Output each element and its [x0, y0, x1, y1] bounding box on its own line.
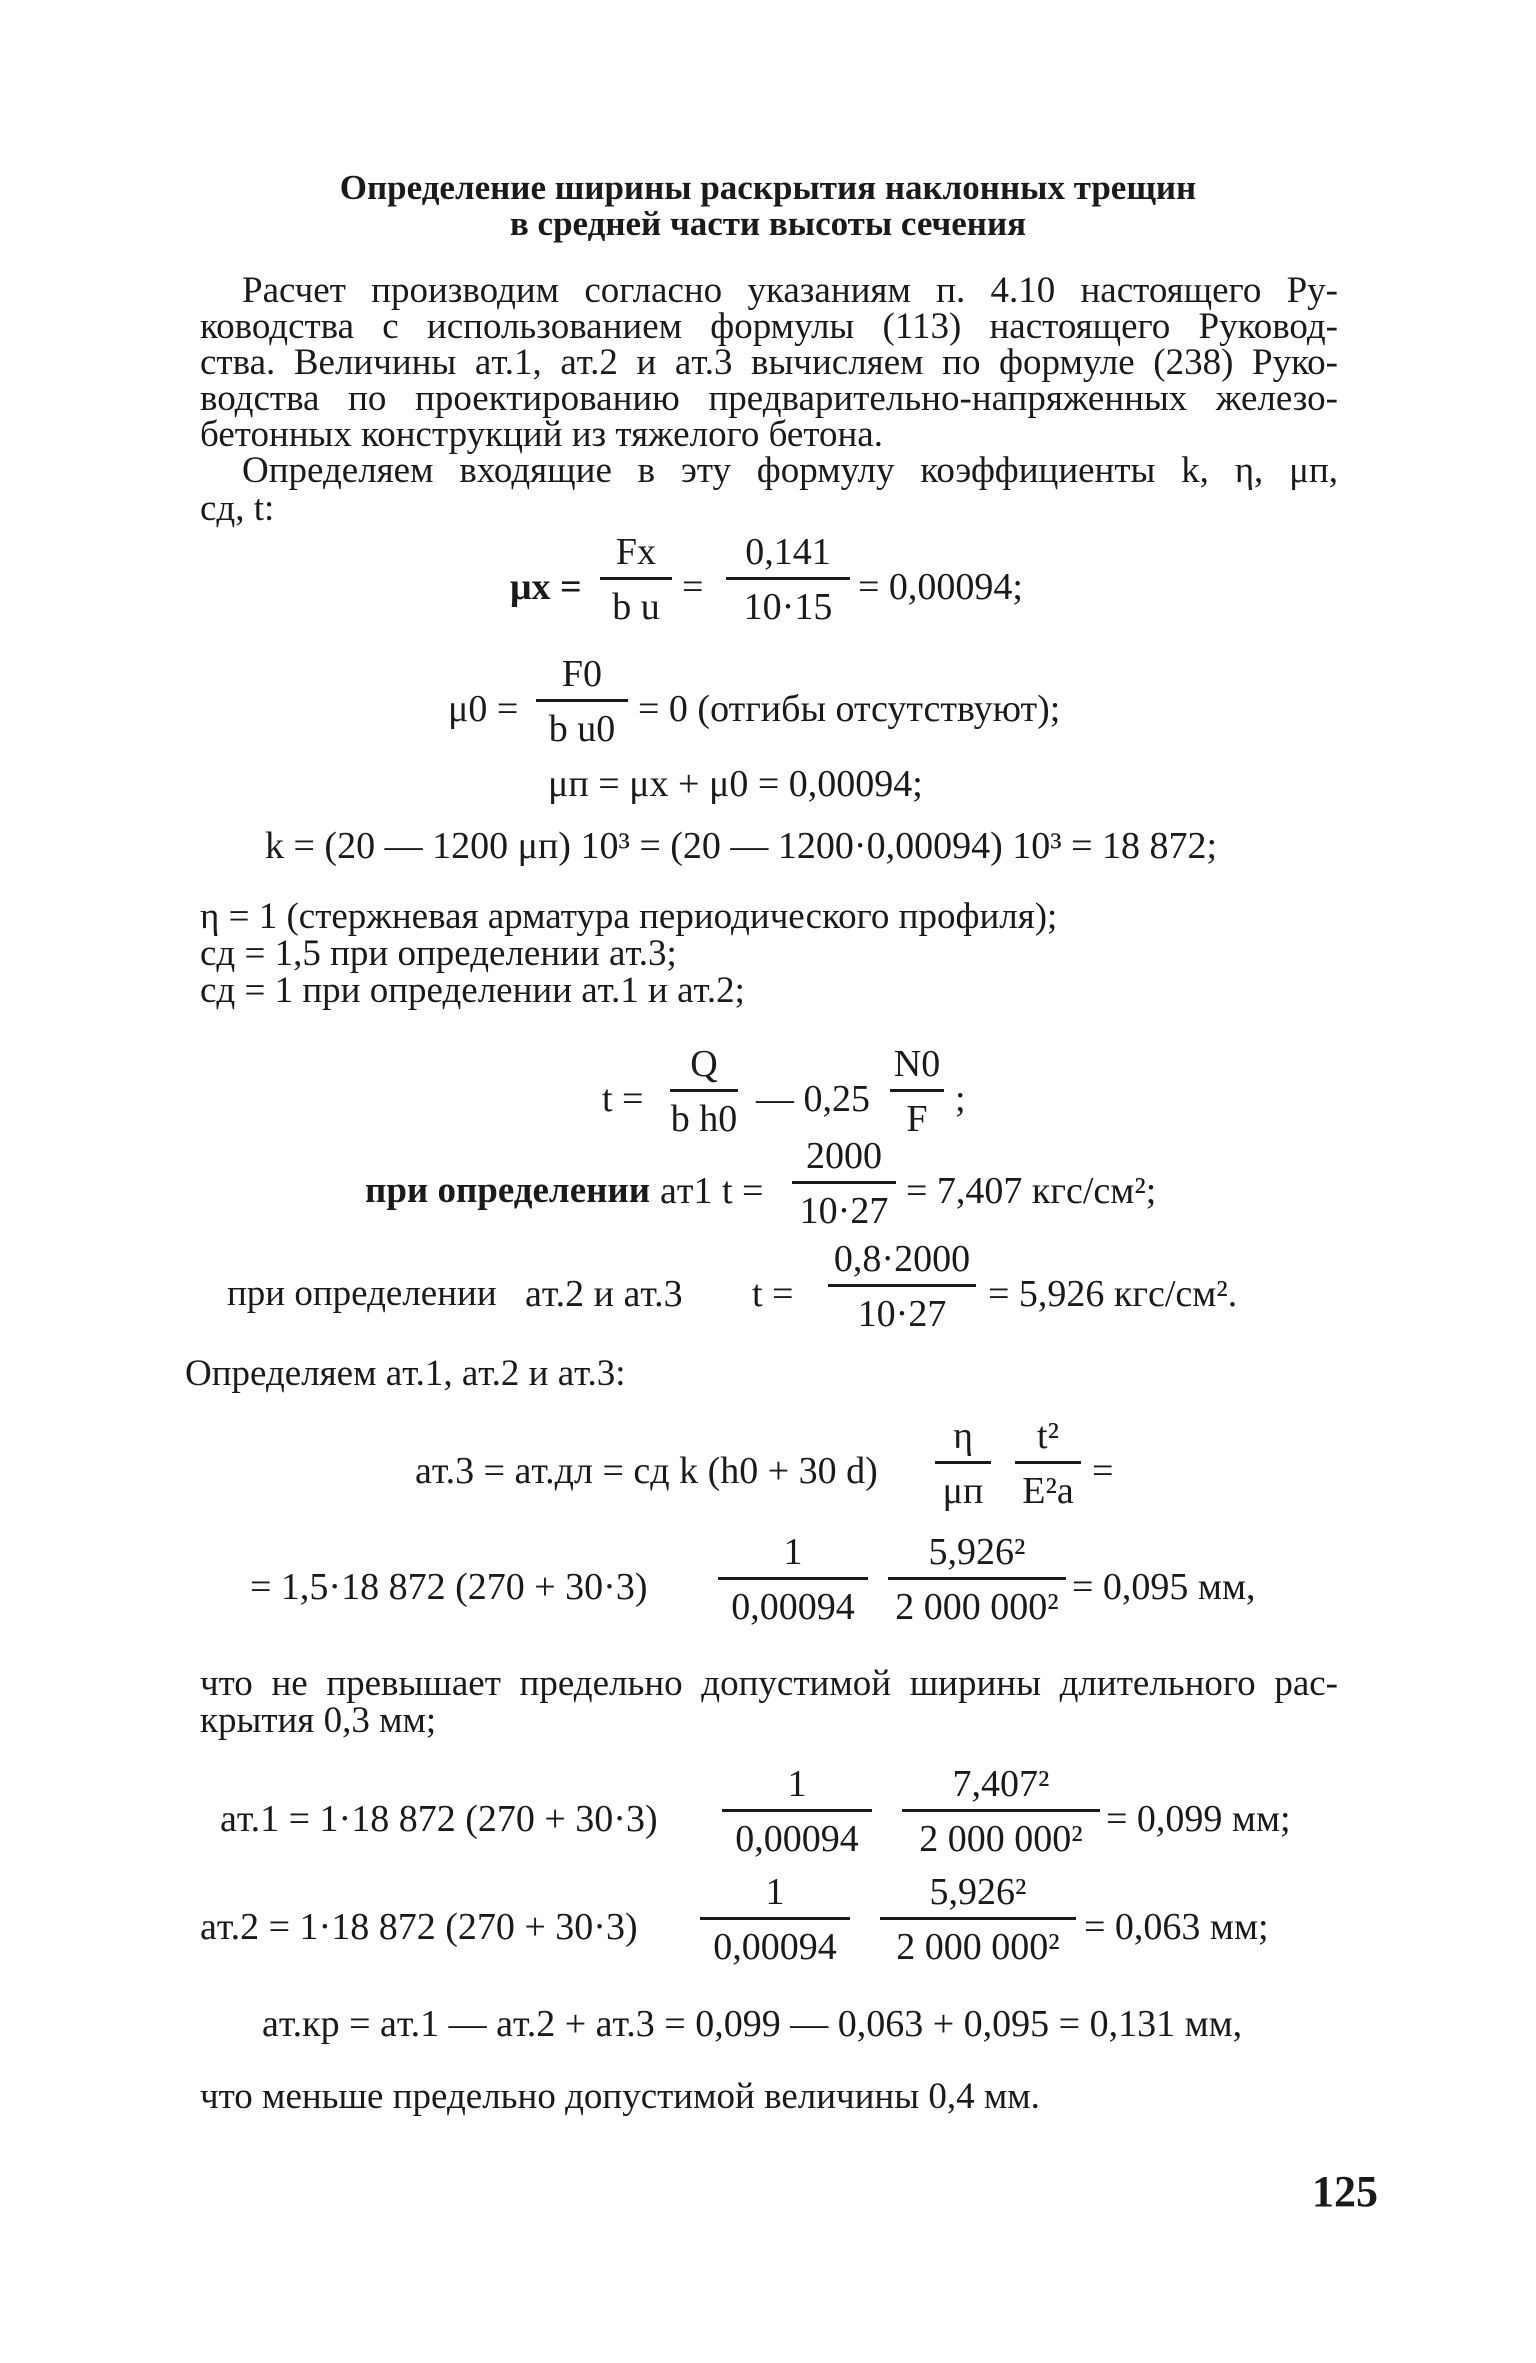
eq-a1-result: = 0,099 мм;	[1106, 1798, 1291, 1840]
denominator: 10·27	[828, 1284, 976, 1333]
numerator: Fx	[615, 531, 657, 573]
numerator: 7,407²	[952, 1763, 1050, 1805]
numerator: t²	[1037, 1415, 1059, 1457]
denominator: E²a	[1015, 1461, 1081, 1510]
eq-mux-fraction-2	[726, 533, 850, 626]
denominator: 2 000 000²	[880, 1917, 1076, 1966]
condition-line: cд = 1 при определении aт.1 и aт.2;	[200, 970, 745, 1011]
eq-a2-left: aт.2 = 1·18 872 (270 + 30·3)	[200, 1906, 638, 1948]
eq-a2-result: = 0,063 мм;	[1084, 1906, 1269, 1948]
eq-t-left: t =	[602, 1078, 644, 1120]
eq-a1-fraction-2	[902, 1765, 1100, 1858]
eq-a3-fraction-1	[935, 1417, 991, 1510]
denominator: 10·15	[726, 577, 850, 626]
eq-t2-label: при определении	[227, 1273, 497, 1314]
paragraph-line: Расчет производим согласно указаниям п. 4.10 настоящего Ру-	[242, 270, 1338, 311]
eq-a3b-fraction-1	[718, 1533, 868, 1626]
eq-mux-left: μx =	[510, 566, 582, 608]
section-heading-line-2: в средней части высоты сечения	[509, 204, 1027, 243]
paragraph-line: cд, t:	[200, 488, 275, 529]
denominator: F	[890, 1089, 944, 1138]
denominator: μп	[935, 1461, 991, 1510]
numerator: 2000	[806, 1135, 882, 1177]
paragraph-line: ства. Величины aт.1, aт.2 и aт.3 вычисляем по формуле (238) Руко-	[200, 342, 1338, 383]
numerator: N0	[893, 1043, 941, 1085]
eq-mux-fraction-1	[600, 533, 672, 626]
eq-mu0-result: = 0 (отгибы отсутствуют);	[638, 688, 1061, 730]
eq-a1-fraction-1	[722, 1765, 872, 1858]
numerator: η	[953, 1415, 973, 1457]
page-number: 125	[1312, 2167, 1378, 2216]
eq-t-fraction-1	[670, 1045, 738, 1138]
eq-t1-fraction	[792, 1137, 896, 1230]
numerator: 5,926²	[928, 1531, 1026, 1573]
eq-a3-fraction-2	[1015, 1417, 1081, 1510]
numerator: Q	[690, 1043, 718, 1085]
eq-t2-fraction	[828, 1240, 976, 1333]
define-line: Определяем aт.1, aт.2 и aт.3:	[185, 1353, 626, 1394]
numerator: 5,926²	[929, 1871, 1027, 1913]
numerator: 0,8·2000	[833, 1238, 971, 1280]
eq-t2-t: t =	[752, 1273, 794, 1315]
denominator: 0,00094	[700, 1917, 850, 1966]
eq-t2-result: = 5,926 кгс/см².	[988, 1273, 1238, 1315]
eq-t-end: ;	[955, 1078, 966, 1120]
numerator: 1	[783, 1531, 803, 1573]
eq-t2-var: aт.2 и aт.3	[525, 1273, 683, 1315]
eq-a1-left: aт.1 = 1·18 872 (270 + 30·3)	[220, 1798, 658, 1840]
eq-a3-left: aт.3 = aт.дл = cд k (h0 + 30 d)	[415, 1450, 878, 1492]
eq-a2-fraction-2	[880, 1873, 1076, 1966]
paragraph-line: бетонных конструкций из тяжелого бетона.	[200, 414, 883, 455]
numerator: 1	[765, 1871, 785, 1913]
denominator: 2 000 000²	[888, 1577, 1066, 1626]
denominator: b h0	[670, 1089, 738, 1138]
denominator: 2 000 000²	[902, 1809, 1100, 1858]
eq-mux-result: = 0,00094;	[858, 566, 1023, 608]
paragraph-line: Определяем входящие в эту формулу коэффициенты k, η, μп,	[242, 450, 1338, 491]
denominator: 10·27	[792, 1181, 896, 1230]
eq-a3b-result: = 0,095 мм,	[1072, 1566, 1256, 1608]
section-heading-line-1: Определение ширины раскрытия наклонных трещин	[339, 168, 1197, 207]
numerator: 0,141	[745, 531, 831, 573]
conclusion-line: что меньше предельно допустимой величины 0,4 мм.	[200, 2076, 1040, 2117]
eq-mu0-fraction	[536, 655, 628, 748]
condition-line: η = 1 (стержневая арматура периодического профиля);	[200, 896, 1058, 937]
paragraph-line: ководства с использованием формулы (113) настоящего Руковод-	[200, 306, 1338, 347]
denominator: 0,00094	[722, 1809, 872, 1858]
eq-a3b-fraction-2	[888, 1533, 1066, 1626]
eq-k: k = (20 — 1200 μп) 10³ = (20 — 1200·0,00094) 10³ = 18 872;	[265, 825, 1218, 867]
condition-line: cд = 1,5 при определении aт.3;	[200, 933, 677, 974]
eq-t-fraction-2	[890, 1045, 944, 1138]
eq-mu0-left: μ0 =	[448, 688, 519, 730]
eq-akr: aт.кр = aт.1 — aт.2 + aт.3 = 0,099 — 0,063 + 0,095 = 0,131 мм,	[262, 2003, 1243, 2045]
eq-t1-var: aт1 t =	[660, 1170, 764, 1212]
numerator: F0	[561, 653, 603, 695]
numerator: 1	[787, 1763, 807, 1805]
eq-t1-result: = 7,407 кгс/см²;	[906, 1170, 1157, 1212]
eq-a3b-left: = 1,5·18 872 (270 + 30·3)	[250, 1566, 648, 1608]
denominator: b u0	[536, 699, 628, 748]
paragraph-line: крытия 0,3 мм;	[200, 1700, 437, 1741]
eq-mux-equals: =	[682, 566, 704, 608]
eq-a3-end: =	[1092, 1450, 1114, 1492]
denominator: b u	[600, 577, 672, 626]
eq-t1-label: при определении	[365, 1170, 651, 1211]
paragraph-line: водства по проектированию предварительно-напряженных железо-	[200, 378, 1338, 419]
eq-mup: μп = μx + μ0 = 0,00094;	[548, 763, 923, 805]
paragraph-line: что не превышает предельно допустимой ширины длительного рас-	[200, 1663, 1338, 1704]
eq-a2-fraction-1	[700, 1873, 850, 1966]
denominator: 0,00094	[718, 1577, 868, 1626]
eq-t-mid: — 0,25	[756, 1078, 870, 1120]
